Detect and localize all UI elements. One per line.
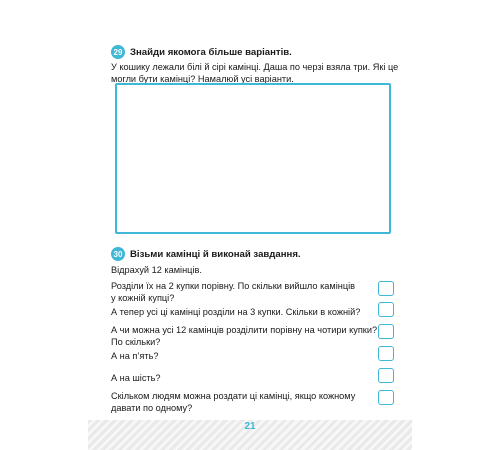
question-text: А тепер усі ці камінці розділи на 3 купки. Скільки в кожній? [111, 307, 361, 317]
task-number-badge: 30 [111, 247, 125, 261]
answer-box[interactable] [378, 302, 394, 317]
question-text: давати по одному? [111, 403, 193, 413]
answer-box[interactable] [378, 281, 394, 296]
page-number: 21 [244, 421, 256, 432]
task-30-header [111, 247, 301, 261]
question-text: Розділи їх на 2 купки порівну. По скільки вийшло камінців [111, 281, 356, 291]
question-text: А на п’ять? [111, 351, 159, 361]
drawing-area[interactable] [115, 83, 391, 234]
question-text: у кожній купці? [111, 293, 175, 303]
task-number-badge: 29 [111, 45, 125, 59]
answer-box[interactable] [378, 324, 394, 339]
answer-box[interactable] [378, 368, 394, 383]
question-text: Скільком людям можна роздати ці камінці, якщо кожному [111, 391, 356, 401]
task-text-line: могли бути камінці? Намалюй усі варіанти. [111, 74, 294, 84]
task-title: Візьми камінці й виконай завдання. [130, 248, 301, 260]
task-title: Знайди якомога більше варіантів. [130, 46, 292, 58]
task-text-line: Відрахуй 12 камінців. [111, 265, 202, 275]
question-text: А чи можна усі 12 камінців розділити порівну на чотири купки? [111, 325, 378, 335]
question-text: По скільки? [111, 337, 161, 347]
task-text-line: У кошику лежали білі й сірі камінці. Даша по черзі взяла три. Які це [111, 62, 399, 72]
answer-box[interactable] [378, 346, 394, 361]
question-text: А на шість? [111, 373, 161, 383]
answer-box[interactable] [378, 390, 394, 405]
task-29-header [111, 45, 292, 59]
